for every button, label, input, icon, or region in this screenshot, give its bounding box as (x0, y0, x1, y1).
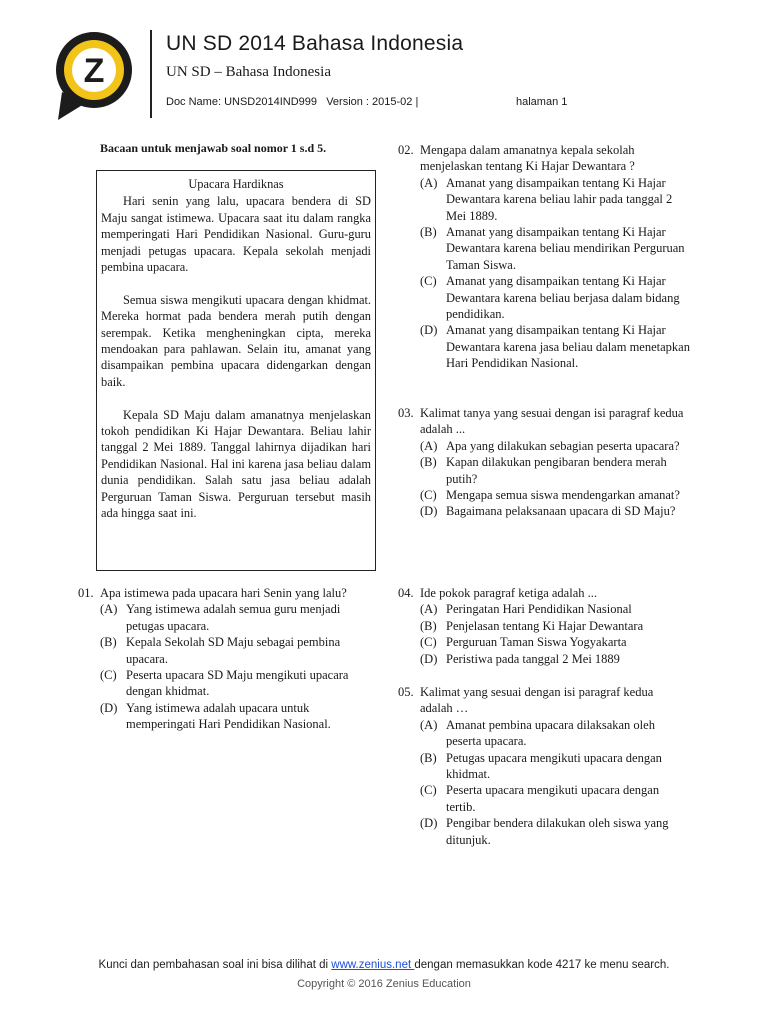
option-d: (D) Amanat yang disampaikan tentang Ki Hajar Dewantara karena jasa beliau dalam menetapkan Hari Pendidikan Nasional. (420, 323, 690, 371)
passage-paragraph-1: Hari senin yang lalu, upacara bendera di SD Maju sangat istimewa. Upacara saat itu dalam rangka memperingati Hari Pendidikan Nasional. Guru-guru menjadi petugas upacara. Kepala sekolah menjadi pembina upacara. (101, 194, 371, 275)
option-c: (C) Perguruan Taman Siswa Yogyakarta (420, 635, 627, 650)
question-01 (78, 585, 368, 733)
option-b: (B) Petugas upacara mengikuti upacara dengan khidmat. (420, 750, 662, 782)
option-a: (A) Amanat yang disampaikan tentang Ki Hajar Dewantara karena beliau lahir pada tanggal 2 Mei 1889. (420, 175, 673, 223)
option-a: (A) Peringatan Hari Pendidikan Nasional (420, 602, 632, 617)
document-meta (166, 96, 418, 108)
option-c: (C) Mengapa semua siswa mendengarkan amanat? (420, 488, 680, 503)
zenius-logo (52, 30, 136, 122)
option-d: (D) Pengibar bendera dilakukan oleh siswa yang ditunjuk. (420, 816, 669, 847)
option-a: (A) Amanat pembina upacara dilaksakan oleh peserta upacara. (420, 717, 655, 749)
option-c: (C) Peserta upacara mengikuti upacara dengan tertib. (420, 783, 660, 814)
reading-passage (96, 170, 376, 571)
passage-paragraph-2: Semua siswa mengikuti upacara dengan khidmat. Mereka hormat pada bendera merah putih dengan serempak. Ketika mengheningkan cipta, mereka mendoakan para pahlawan. Selain itu, amanat yang disampaikan pembina upacara didengarkan dengan baik. (101, 292, 371, 389)
question-05 (398, 684, 688, 848)
question-03 (398, 405, 688, 520)
option-b: (B) Penjelasan tentang Ki Hajar Dewantara (420, 618, 644, 633)
option-b: (B) Kapan dilakukan pengibaran bendera merah putih? (420, 455, 667, 486)
option-b: (B) Kepala Sekolah SD Maju sebagai pembina upacara. (100, 635, 341, 666)
option-c: (C) Peserta upacara SD Maju mengikuti upacara dengan khidmat. (100, 668, 349, 699)
doc-version: Version : 2015-02 | (326, 96, 419, 108)
option-b: (B) Amanat yang disampaikan tentang Ki Hajar Dewantara karena beliau mendirikan Perguruan Taman Siswa. (420, 225, 685, 272)
passage-title: Upacara Hardiknas (188, 177, 284, 191)
document-title: UN SD 2014 Bahasa Indonesia (166, 32, 464, 55)
passage-heading: Bacaan untuk menjawab soal nomor 1 s.d 5. (100, 141, 327, 155)
question-stem: 04. Ide pokok paragraf ketiga adalah ... (398, 586, 598, 600)
option-d: (D) Bagaimana pelaksanaan upacara di SD Maju? (420, 504, 676, 519)
question-04 (398, 585, 698, 667)
question-number: 03. (398, 406, 414, 420)
document-subtitle: UN SD – Bahasa Indonesia (166, 64, 331, 80)
question-number: 04. (398, 586, 414, 600)
question-stem: 03. Kalimat tanya yang sesuai dengan isi paragraf kedua adalah ... (398, 406, 684, 437)
question-stem: 01. Apa istimewa pada upacara hari Senin yang lalu? (78, 586, 347, 600)
option-c: (C) Amanat yang disampaikan tentang Ki Hajar Dewantara karena beliau berjasa dalam bidang pendidikan. (420, 274, 680, 322)
footer-note: Kunci dan pembahasan soal ini bisa dilihat di www.zenius.net dengan memasukkan kode 4217 ke menu search. (98, 959, 670, 971)
zenius-link[interactable]: www.zenius.net (331, 959, 415, 971)
option-a: (A) Yang istimewa adalah semua guru menjadi petugas upacara. (100, 602, 341, 633)
page-number: halaman 1 (516, 96, 568, 108)
question-number: 02. (398, 143, 414, 157)
header-divider (150, 30, 152, 118)
question-stem: 02. Mengapa dalam amanatnya kepala sekolah menjelaskan tentang Ki Hajar Dewantara ? (398, 143, 635, 174)
question-number: 05. (398, 685, 414, 699)
question-number: 01. (78, 586, 94, 600)
passage-paragraph-3: Kepala SD Maju dalam amanatnya menjelaskan tokoh pendidikan Ki Hajar Dewantara. Beliau lahir tanggal 2 Mei 1889. Tanggal lahirnya dijadikan hari Pendidikan Nasional. Hal ini karena jasa beliau dalam dunia pendidikan. Salah satu jasa beliau adalah Perguruan Taman Siswa. Perguruan tersebut masih ada hingga saat ini. (101, 407, 371, 521)
logo-letter: Z (83, 52, 105, 90)
question-02 (398, 142, 690, 372)
option-d: (D) Peristiwa pada tanggal 2 Mei 1889 (420, 651, 620, 666)
option-d: (D) Yang istimewa adalah upacara untuk memperingati Hari Pendidikan Nasional. (100, 700, 331, 732)
question-stem: 05. Kalimat yang sesuai dengan isi paragraf kedua adalah … (398, 685, 654, 716)
option-a: (A) Apa yang dilakukan sebagian peserta upacara? (420, 438, 680, 453)
copyright: Copyright © 2016 Zenius Education (297, 978, 471, 990)
doc-name: Doc Name: UNSD2014IND999 (166, 96, 318, 108)
